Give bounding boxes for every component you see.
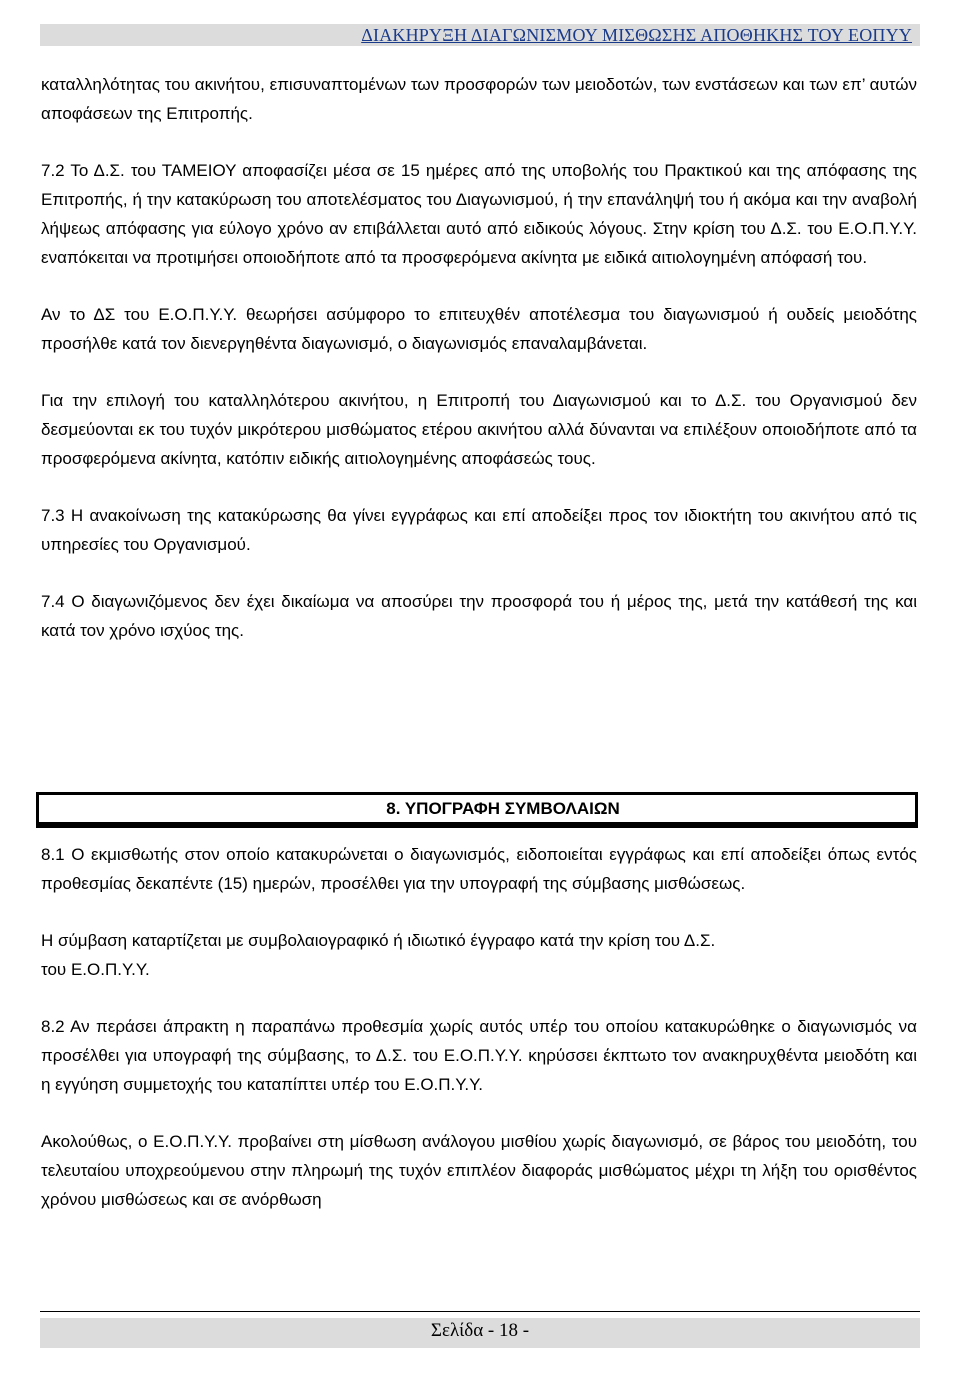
document-body-section-8 bbox=[41, 840, 917, 1214]
page-footer bbox=[40, 1318, 920, 1348]
section-heading-box bbox=[36, 792, 918, 828]
document-body bbox=[41, 70, 917, 645]
document-title: ΔΙΑΚΗΡΥΞΗ ΔΙΑΓΩΝΙΣΜΟΥ ΜΙΣΘΩΣΗΣ ΑΠΟΘΗΚΗΣ ΤΟΥ ΕΟΠΥΥ bbox=[361, 25, 912, 45]
paragraph-7-1-continued: καταλληλότητας του ακινήτου, επισυναπτομένων των προσφορών των μειοδοτών, των ενστάσεων και των επ’ αυτών αποφάσεων της Επιτροπής. bbox=[41, 75, 917, 123]
page-header bbox=[40, 24, 920, 46]
section-heading: 8. ΥΠΟΓΡΑΦΗ ΣΥΜΒΟΛΑΙΩΝ bbox=[386, 798, 620, 818]
paragraph-7-2: 7.2 Το Δ.Σ. του ΤΑΜΕΙΟΥ αποφασίζει μέσα σε 15 ημέρες από της υποβολής του Πρακτικού και της απόφασης της Επιτροπής, ή την κατακύρωση του αποτελέσματος του Διαγωνισμού, ή την επανάληψή του ή ακόμα και την αναβολή λήψεως απόφασης για εύλογο χρόνο αν επιβάλλεται αυτό από ειδικούς λόγους. Στην κρίση του Δ.Σ. του Ε.Ο.Π.Υ.Υ. εναπόκειται να προτιμήσει οποιοδήποτε από τα προσφερόμενα ακίνητα με ειδικά αιτιολογημένη απόφασή του. bbox=[41, 161, 917, 267]
paragraph-8-1: 8.1 Ο εκμισθωτής στον οποίο κατακυρώνεται ο διαγωνισμός, ειδοποιείται εγγράφως και επί αποδείξει όπως εντός προθεσμίας δεκαπέντε (15) ημερών, προσέλθει για την υπογραφή της σύμβασης μισθώσεως. bbox=[41, 845, 917, 893]
paragraph-7-2-repeat: Αν το ΔΣ του Ε.Ο.Π.Υ.Υ. θεωρήσει ασύμφορο το επιτευχθέν αποτέλεσμα του διαγωνισμού ή ουδείς μειοδότης προσήλθε κατά τον διενεργηθέντα διαγωνισμό, ο διαγωνισμός επαναλαμβάνεται. bbox=[41, 305, 917, 353]
paragraph-7-3: 7.3 Η ανακοίνωση της κατακύρωσης θα γίνει εγγράφως και επί αποδείξει προς τον ιδιοκτήτη του ακινήτου από τις υπηρεσίες του Οργανισμού. bbox=[41, 506, 917, 554]
page-number: Σελίδα - 18 - bbox=[430, 1320, 530, 1341]
paragraph-8-2-consequence: Ακολούθως, ο Ε.Ο.Π.Υ.Υ. προβαίνει στη μίσθωση ανάλογου μισθίου χωρίς διαγωνισμό, σε βάρος του μειοδότη, του τελευταίου υποχρεούμενου στην πληρωμή της τυχόν επιπλέον διαφοράς μισθώματος μέχρι τη λήξη του ορισθέντος χρόνου μισθώσεως και σε ανόρθωση bbox=[41, 1132, 917, 1209]
paragraph-8-2: 8.2 Αν περάσει άπρακτη η παραπάνω προθεσμία χωρίς αυτός υπέρ του οποίου κατακυρώθηκε ο διαγωνισμός να προσέλθει για υπογραφή της σύμβασης, το Δ.Σ. του Ε.Ο.Π.Υ.Υ. κηρύσσει έκπτωτο τον ανακηρυχθέντα μειοδότη και η εγγύηση συμμετοχής του καταπίπτει υπέρ του Ε.Ο.Π.Υ.Υ. bbox=[41, 1017, 917, 1094]
footer-divider bbox=[40, 1311, 920, 1312]
paragraph-8-1-contract-line1: Η σύμβαση καταρτίζεται με συμβολαιογραφικό ή ιδιωτικό έγγραφο κατά την κρίση του Δ.Σ. bbox=[41, 931, 716, 950]
paragraph-8-1-contract-line2: του Ε.Ο.Π.Υ.Υ. bbox=[41, 960, 150, 979]
paragraph-7-2-selection: Για την επιλογή του καταλληλότερου ακινήτου, η Επιτροπή του Διαγωνισμού και το Δ.Σ. του Οργανισμού δεν δεσμεύονται εκ του τυχόν μικρότερου μισθώματος ετέρου ακινήτου αλλά δύνανται να επιλέξουν οποιοδήποτε από τα προσφερόμενα ακίνητα, κατόπιν ειδικής αιτιολογημένης αποφάσεώς τους. bbox=[41, 391, 917, 468]
paragraph-7-4: 7.4 Ο διαγωνιζόμενος δεν έχει δικαίωμα να αποσύρει την προσφορά του ή μέρος της, μετά την κατάθεσή της και κατά τον χρόνο ισχύος της. bbox=[41, 592, 917, 640]
